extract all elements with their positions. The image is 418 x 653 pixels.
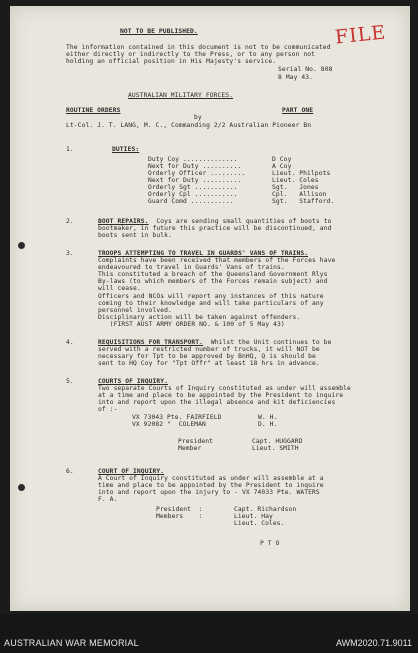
notice-line: either directly or indirectly to the Press, or to any person not bbox=[66, 51, 316, 58]
president-name: Capt. HUGGARD bbox=[252, 438, 303, 445]
duty-role: Orderly Sgt ........... bbox=[148, 184, 238, 191]
paragraph-line: boots sent in bulk. bbox=[98, 232, 172, 239]
routine-orders-title: ROUTINE ORDERS bbox=[66, 107, 121, 114]
punch-hole bbox=[18, 484, 25, 491]
paragraph-line: necessary for Tpt to be approved by BnHQ, Q is should be bbox=[98, 353, 316, 360]
file-stamp: FILE bbox=[333, 21, 388, 49]
duty-assignee: D Coy bbox=[272, 156, 292, 163]
paragraph-line: coming to their knowledge and will take particulars of any bbox=[98, 300, 324, 307]
member-line: VX 92082 " COLEMAN bbox=[132, 421, 206, 428]
member-name: Lieut. Hay bbox=[234, 513, 273, 520]
duties-heading: DUTIES: bbox=[112, 146, 140, 153]
president-label: President bbox=[178, 438, 214, 445]
member-line: VX 73043 Pte. FAIRFIELD bbox=[132, 414, 222, 421]
member-name: Lieut. Coles. bbox=[234, 520, 285, 527]
paragraph-line: Two separate Courts of Inquiry constituted as under will assemble bbox=[98, 385, 351, 392]
duty-role: Duty Coy .............. bbox=[148, 156, 238, 163]
item-number: 3. bbox=[66, 250, 74, 257]
member-label: Member bbox=[178, 445, 202, 452]
paragraph-line: (FIRST AUST ARMY ORDER NO. & 100 of 5 May 43) bbox=[98, 321, 285, 328]
notice-line: holding an official position in His Majesty's service. bbox=[66, 58, 277, 65]
by-label: by bbox=[194, 114, 202, 121]
archive-reference: AWM2020.71.9011 bbox=[335, 638, 412, 648]
paragraph-line: BOOT REPAIRS. Coys are sending small quantities of boots to bbox=[98, 218, 332, 225]
paragraph-line: into and report upon the illegal absence and kit deficiencies bbox=[98, 399, 336, 406]
paragraph-line: Officers and NCOs will report any instances of this nature bbox=[98, 293, 324, 300]
force-title: AUSTRALIAN MILITARY FORCES. bbox=[128, 92, 234, 99]
paragraph-line: F. A. bbox=[98, 496, 118, 503]
item-number: 1. bbox=[66, 146, 74, 153]
duty-role: Next for Duty .......... bbox=[148, 163, 242, 170]
archive-footer bbox=[0, 614, 418, 653]
duty-role: Next for Duty .......... bbox=[148, 177, 242, 184]
duty-assignee: Sgt. Stafford. bbox=[272, 198, 335, 205]
restriction-heading: NOT TO BE PUBLISHED. bbox=[120, 28, 198, 35]
duty-assignee: Lieut. Coles bbox=[272, 177, 319, 184]
item-number: 4. bbox=[66, 339, 74, 346]
paragraph-line: Disciplinary action will be taken against offenders. bbox=[98, 314, 301, 321]
paragraph-line: will cease. bbox=[98, 285, 141, 292]
item-number: 2. bbox=[66, 218, 74, 225]
punch-hole bbox=[18, 242, 25, 249]
paragraph-line: into and report upon the injury to - VX 74033 Pte. WATERS bbox=[98, 489, 320, 496]
duty-assignee: Cpl. Allison bbox=[272, 191, 327, 198]
duty-role: Orderly Cpl ........... bbox=[148, 191, 238, 198]
paragraph-line: personnel involved. bbox=[98, 307, 172, 314]
serial-number: Serial No. 808 bbox=[278, 66, 333, 73]
paragraph-line: bootmaker, in future this practice will be discontinued, and bbox=[98, 225, 332, 232]
notice-line: The information contained in this document is not to be communicated bbox=[66, 44, 331, 51]
item-number: 6. bbox=[66, 468, 74, 475]
document-page bbox=[10, 6, 410, 611]
paragraph-line: sent to HQ Coy for "Tpt Offr" at least 18 hrs in advance. bbox=[98, 360, 320, 367]
item6-heading: COURT OF INQUIRY. bbox=[98, 468, 165, 475]
issue-date: 8 May 43. bbox=[278, 74, 314, 81]
item3-heading: TROOPS ATTEMPTING TO TRAVEL IN GUARDS' VANS OF TRAINS. bbox=[98, 250, 309, 257]
duty-role: Guard Comd ........... bbox=[148, 198, 234, 205]
member-initials: W. H. bbox=[258, 414, 278, 421]
president-label: President : bbox=[156, 506, 203, 513]
duty-assignee: Lieut. Philpots bbox=[272, 170, 331, 177]
duty-assignee: A Coy bbox=[272, 163, 292, 170]
paragraph-line: REQUISITIONS FOR TRANSPORT. Whilst the Unit continues to be bbox=[98, 339, 332, 346]
item5-heading: COURTS OF INQUIRY. bbox=[98, 378, 169, 385]
president-name: Capt. Richardson bbox=[234, 506, 297, 513]
duty-role: Orderly Officer ......... bbox=[148, 170, 246, 177]
paragraph-line: Complaints have been received that members of the Forces have bbox=[98, 257, 336, 264]
archive-name: AUSTRALIAN WAR MEMORIAL bbox=[4, 638, 139, 648]
part-label: PART ONE bbox=[282, 107, 314, 114]
paragraph-line: at a time and place to be appointed by the President to inquire bbox=[98, 392, 344, 399]
paragraph-line: By-laws (to which members of the Forces remain subject) and bbox=[98, 278, 328, 285]
paragraph-line: time and place to be appointed by the President to inquire bbox=[98, 482, 324, 489]
page-turn-note: P T O bbox=[260, 540, 280, 547]
members-label: Members : bbox=[156, 513, 203, 520]
paragraph-line: A Court of Inquiry constituted as under will assemble at a bbox=[98, 475, 324, 482]
paragraph-line: of :- bbox=[98, 406, 118, 413]
member-initials: D. H. bbox=[258, 421, 278, 428]
paragraph-line: This constituted a breach of the Queensland Government Rlys bbox=[98, 271, 328, 278]
commander-line: Lt-Col. J. T. LANG, M. C., Commanding 2/2 Australian Pioneer Bn bbox=[66, 122, 312, 129]
paragraph-line: endeavoured to travel in Guards' Vans of trains. bbox=[98, 264, 285, 271]
item-number: 5. bbox=[66, 378, 74, 385]
duty-assignee: Sgt. Jones bbox=[272, 184, 319, 191]
member-name: Lieut. SMITH bbox=[252, 445, 299, 452]
paragraph-line: served with a restricted number of trucks, it will NOT be bbox=[98, 346, 320, 353]
